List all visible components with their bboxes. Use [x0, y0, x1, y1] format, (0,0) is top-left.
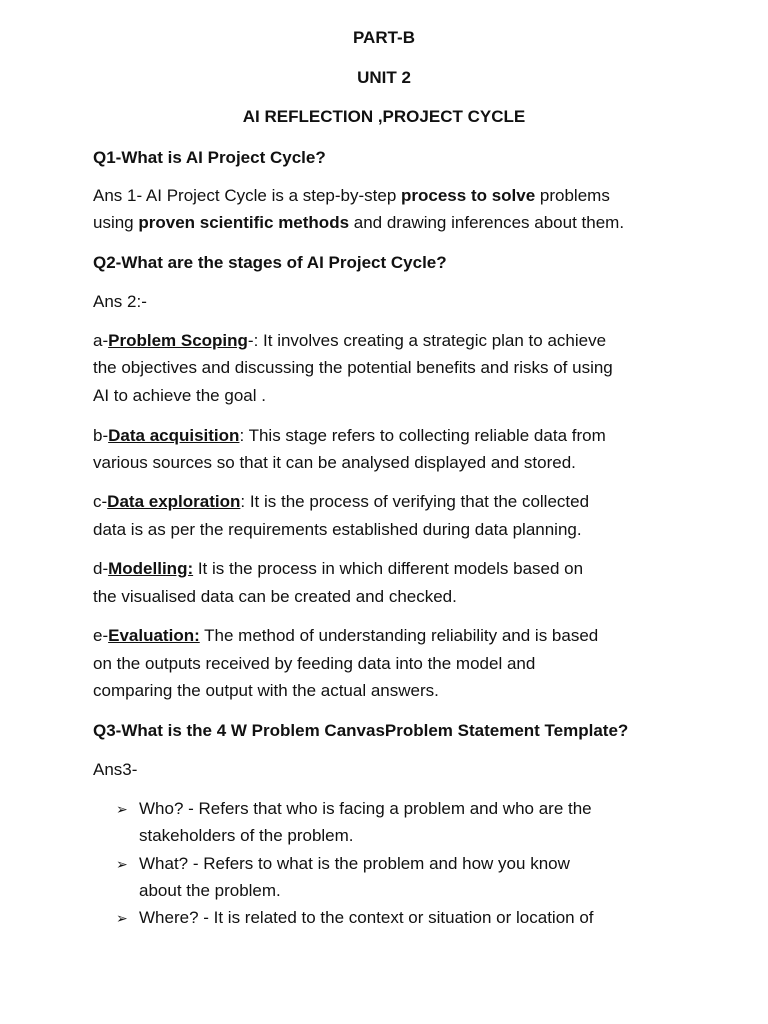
arrow-bullet-icon: ➢ — [116, 801, 128, 817]
list-item — [116, 854, 570, 874]
q3-question: Q3-What is the 4 W Problem CanvasProblem Statement Template? — [93, 721, 629, 740]
stage-c-line1 — [93, 492, 589, 512]
q1-answer-text: and drawing inferences about them. — [349, 213, 625, 232]
arrow-bullet-icon: ➢ — [116, 910, 128, 926]
arrow-bullet-icon: ➢ — [116, 856, 128, 872]
q1-answer-line1 — [93, 186, 610, 206]
stage-c-line2: data is as per the requirements established during data planning. — [93, 520, 582, 539]
stage-text: The method of understanding reliability and is based — [199, 626, 599, 645]
stage-e-line2: on the outputs received by feeding data into the model and — [93, 654, 536, 673]
q1-answer-text: problems — [535, 186, 610, 205]
q1-answer-text: using — [93, 213, 139, 232]
stage-b-line2: various sources so that it can be analysed displayed and stored. — [93, 453, 576, 472]
list-item — [116, 908, 594, 928]
list-item — [116, 799, 592, 819]
bullet-text: Where? - It is related to the context or situation or location of — [139, 908, 594, 927]
stage-prefix: d- — [93, 559, 109, 578]
stage-term: Modelling: — [108, 559, 194, 578]
q1-answer-text: Ans 1- AI Project Cycle is a step-by-step — [93, 186, 402, 205]
stage-prefix: c- — [93, 492, 108, 511]
stage-term: Data exploration — [107, 492, 241, 511]
stage-d-line2: the visualised data can be created and checked. — [93, 587, 457, 606]
document-title: AI REFLECTION ,PROJECT CYCLE — [242, 107, 526, 126]
stage-term: Evaluation: — [108, 626, 200, 645]
stage-d-line1 — [93, 559, 583, 579]
stage-a-line3: AI to achieve the goal . — [93, 386, 266, 405]
bullet-text: What? - Refers to what is the problem and how you know — [139, 854, 570, 873]
stage-a-line1 — [93, 331, 606, 351]
stage-text: -: It involves creating a strategic plan to achieve — [247, 331, 607, 350]
q3-answer-label: Ans3- — [93, 760, 138, 779]
q1-answer-bold: proven scientific methods — [138, 213, 350, 232]
bullet-continuation: stakeholders of the problem. — [139, 826, 354, 845]
bullet-text: Who? - Refers that who is facing a problem and who are the — [139, 799, 592, 818]
stage-prefix: e- — [93, 626, 109, 645]
stage-text: : This stage refers to collecting reliable data from — [239, 426, 606, 445]
q1-question: Q1-What is AI Project Cycle? — [93, 148, 326, 167]
stage-b-line1 — [93, 426, 606, 446]
stage-prefix: a- — [93, 331, 109, 350]
stage-e-line1 — [93, 626, 598, 646]
q1-answer-bold: process to solve — [401, 186, 536, 205]
q1-answer-line2 — [93, 213, 624, 233]
q2-answer-label: Ans 2:- — [93, 292, 147, 311]
bullet-continuation: about the problem. — [139, 881, 281, 900]
q2-question: Q2-What are the stages of AI Project Cycle? — [93, 253, 447, 272]
unit-heading: UNIT 2 — [357, 68, 411, 87]
stage-text: : It is the process of verifying that the collected — [240, 492, 590, 511]
part-heading: PART-B — [352, 28, 415, 47]
stage-term: Data acquisition — [108, 426, 240, 445]
stage-text: It is the process in which different models based on — [193, 559, 584, 578]
stage-prefix: b- — [93, 426, 109, 445]
stage-term: Problem Scoping — [108, 331, 248, 350]
stage-a-line2: the objectives and discussing the potential benefits and risks of using — [93, 358, 613, 377]
stage-e-line3: comparing the output with the actual answers. — [93, 681, 439, 700]
